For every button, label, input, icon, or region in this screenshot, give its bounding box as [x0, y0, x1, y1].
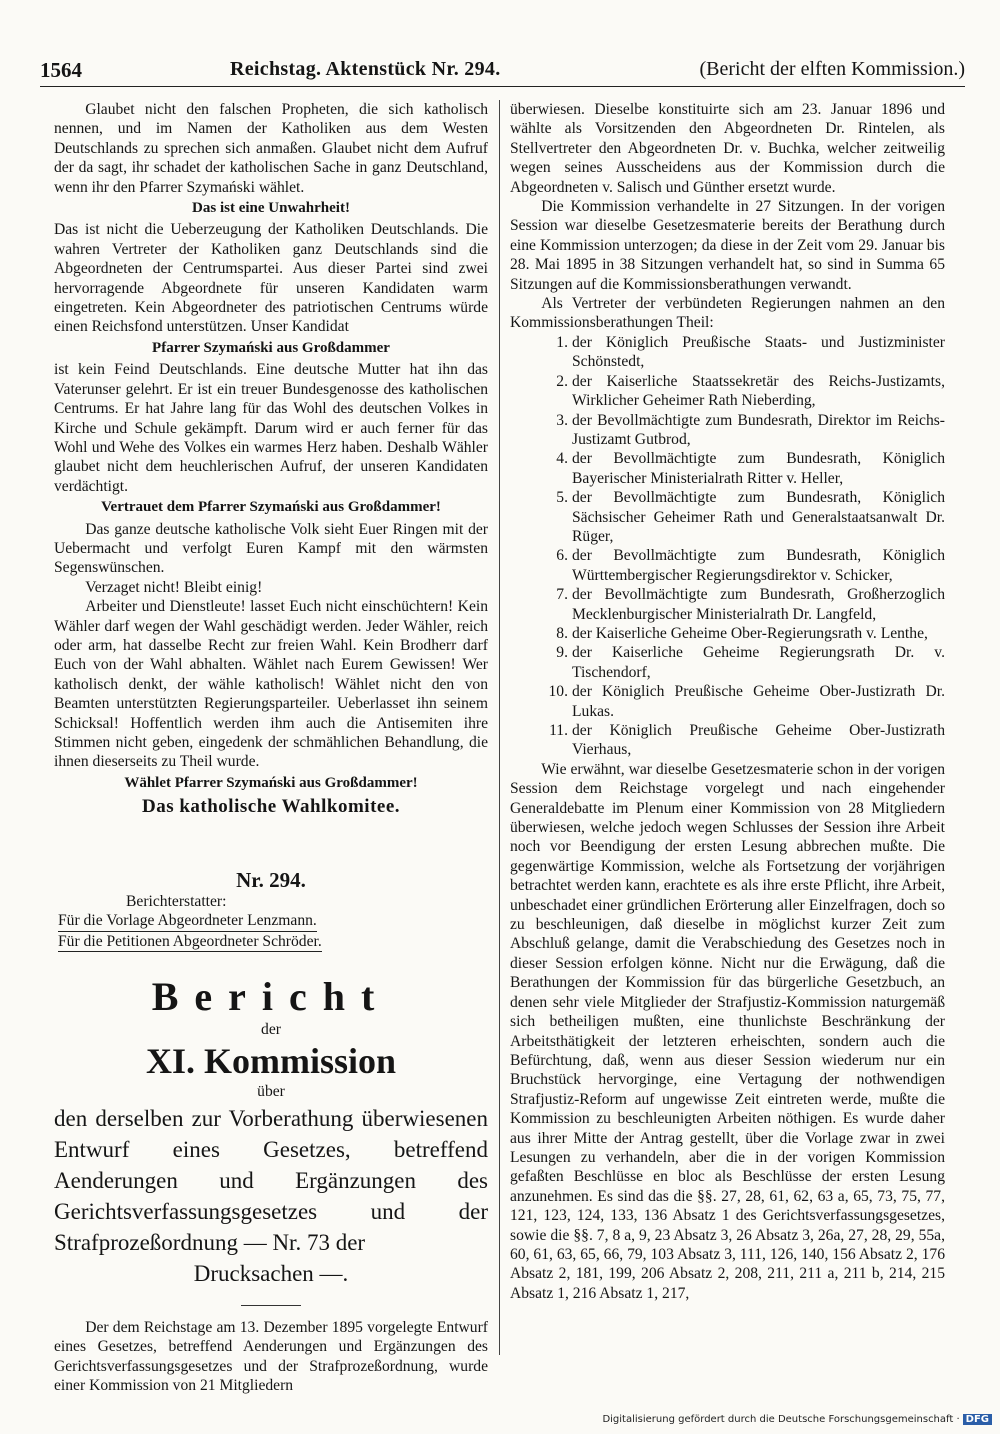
document-number: Nr. 294.	[236, 867, 306, 892]
government-representatives-list	[510, 333, 945, 760]
list-item: 4. der Bevollmächtigte zum Bundesrath, Königlich Bayerischer Ministerialrath Ritter v. Heller,	[556, 450, 945, 487]
paragraph: Das ist nicht die Ueberzeugung der Katholiken Deutschlands. Die wahren Vertreter der Katholiken ganz Deutschlands sind die Abgeordneten der Centrumspartei. Aus dieser Partei sind zwei hervorragende Abgeordnete für unseren Kandidaten warm eingetreten. Kein Abgeordneter des patriotischen Centrums würde einen Reichsfond unterstützen. Unser Kandidat	[54, 221, 488, 336]
paragraph: Der dem Reichstage am 13. Dezember 1895 vorgelegte Entwurf eines Gesetzes, betreffend Aenderungen und Ergänzungen des Gerichtsverfassungsgesetzes und der Strafprozeßordnung, wurde einer Kommission von 21 Mitgliedern	[54, 1319, 488, 1395]
signature-committee: Das katholische Wahlkomitee.	[141, 796, 401, 818]
section-heading: Das ist eine Unwahrheit!	[192, 200, 350, 217]
list-item: 8. der Kaiserliche Geheime Ober-Regierungsrath v. Lenthe,	[556, 624, 928, 642]
footer-text: Digitalisierung gefördert durch die Deutsche Forschungsgemeinschaft ·	[602, 1414, 960, 1425]
paragraph: Glaubet nicht den falschen Propheten, die sich katholisch nennen, und im Namen der Katholiken aus dem Westen Deutschlands zu sprechen sich anmaßen. Glaubet nicht dem Aufruf der da sagt, ihr schadet der katholischen Sache in ganz Deutschland, wenn ihr den Pfarrer Szymański wählet.	[54, 101, 488, 196]
digitization-footer	[602, 1414, 992, 1425]
paragraph: ist kein Feind Deutschlands. Eine deutsche Mutter hat ihn das Vaterunser gelehrt. Er ist ein treuer Bundesgenosse des katholischen Centrums. Er hat Jahre lang für das Wohl des deutschen Volkes in Kirche und Schule gekämpft. Darum wird er auch ferner für das Wohl und Wehe des Volkes ein warmes Herz haben. Deshalb Wähler glaubet nicht dem heuchlerischen Aufruf, der unseren Kandidaten verdächtigt.	[54, 361, 488, 495]
list-item: 9. der Kaiserliche Geheime Regierungsrath Dr. v. Tischendorf,	[556, 644, 945, 681]
paragraph: Das ganze deutsche katholische Volk sieht Euer Ringen mit der Uebermacht und verfolgt Euren Kampf mit den wärmsten Segenswünschen.	[54, 520, 488, 577]
list-item: 5. der Bevollmächtigte zum Bundesrath, Königlich Sächsischer Geheimer Rath und Generalstaatsanwalt Dr. Rüger,	[556, 489, 945, 545]
list-item: 6. der Bevollmächtigte zum Bundesrath, Königlich Württembergischer Regierungsdirektor v. Schicker,	[556, 547, 945, 584]
commission-title: XI. Kommission	[145, 1040, 397, 1081]
column-divider	[499, 100, 500, 1355]
dfg-logo: DFG	[963, 1414, 992, 1425]
running-title: Reichstag. Aktenstück Nr. 294.	[230, 58, 501, 80]
paragraph: Als Vertreter der verbündeten Regierungen nahmen an den Kommissionsberathungen Theil:	[510, 295, 945, 332]
list-item: 2. der Kaiserliche Staatssekretär des Reichs-Justizamts, Wirklicher Geheimer Rath Nieberding,	[556, 372, 945, 410]
paragraph: Die Kommission verhandelte in 27 Sitzungen. In der vorigen Session war dieselbe Gesetzesmaterie bereits der Berathung durch eine Kommission unterzogen; da diese in der Zeit vom 29. Januar bis 28. Mai 1895 in 38 Sitzungen verhandelt hat, so sind in Summa 65 Sitzungen auf die Kommissionsberathungen verwandt.	[510, 198, 945, 293]
page-number: 1564	[40, 58, 82, 82]
paragraph: überwiesen. Dieselbe konstituirte sich am 23. Januar 1896 und wählte als Vorsitzenden den Abgeordneten Dr. Rintelen, als Stellvertreter den Abgeordneten Dr. v. Buchka, welcher zeitweilig wegen seines Ausscheidens aus der Kommission durch die Abgeordneten v. Salisch und Günther ersetzt wurde.	[510, 101, 945, 196]
list-item: 11. der Königlich Preußische Geheime Ober-Justizrath Vierhaus,	[549, 722, 945, 759]
section-heading: Wählet Pfarrer Szymański aus Großdammer!	[124, 774, 418, 791]
separator-rule	[241, 1305, 301, 1306]
rapporteur-list	[54, 911, 488, 952]
section-heading: Vertrauet dem Pfarrer Szymański aus Großdammer!	[101, 499, 441, 516]
report-subject: den derselben zur Vorberathung überwiesenen Entwurf eines Gesetzes, betreffend Aenderungen und Ergänzungen des Gerichtsverfassungsgesetzes und der Strafprozeßordnung — Nr. 73 der	[54, 1106, 488, 1256]
rapporteur-label: Berichterstatter:	[126, 893, 227, 911]
list-item: 3. der Bevollmächtigte zum Bundesrath, Direktor im Reichs-Justizamt Gutbrod,	[556, 411, 945, 448]
section-heading: Pfarrer Szymański aus Großdammer	[152, 339, 390, 356]
list-item: 10. der Königlich Preußische Geheime Ober-Justizrath Dr. Lukas.	[548, 683, 945, 720]
paragraph: Arbeiter und Dienstleute! lasset Euch nicht einschüchtern! Kein Wähler darf wegen der Wahl geschädigt werden. Jeder Wähler, reich oder arm, hat dasselbe Recht zur freien Wahl. Kein Brodherr darf Euch von der Wahl abhalten. Wählet nach Eurem Gewissen! Wer katholisch denkt, der wähle katholisch! Wählet nicht den von Beamten unterstützten Regierungsparteiler. Ueberlasset ihn seinem Schicksal! Hoffentlich werden ihm auch die Antisemiten ihre Stimmen nicht geben, eingedenk der schmählichen Behandlung, die ihnen dieserseits zu Theil wurde.	[54, 598, 488, 771]
report-title-der: der	[261, 1021, 281, 1039]
running-subtitle: (Bericht der elften Kommission.)	[699, 58, 965, 80]
list-item: 7. der Bevollmächtigte zum Bundesrath, Großherzoglich Mecklenburgischer Ministerialrath Dr. Langfeld,	[556, 586, 945, 623]
rapporteur-vorlage: Für die Vorlage Abgeordneter Lenzmann.	[58, 911, 317, 931]
report-subject-end: Drucksachen —.	[193, 1261, 349, 1287]
report-title-ueber: über	[257, 1082, 285, 1100]
page-header	[40, 52, 965, 87]
report-title: Bericht	[151, 974, 391, 1020]
paragraph: Verzaget nicht! Bleibt einig!	[85, 578, 263, 596]
rapporteur-petitionen: Für die Petitionen Abgeordneter Schröder.	[58, 932, 322, 952]
left-column	[54, 100, 488, 1396]
list-item: 1. der Königlich Preußische Staats- und Justizminister Schönstedt,	[556, 333, 945, 371]
paragraph: Wie erwähnt, war dieselbe Gesetzesmaterie schon in der vorigen Session dem Reichstage vorgelegt und nach eingehender Generaldebatte im Plenum einer Kommission von 28 Mitgliedern überwiesen, welche jedoch wegen Schlusses der Session ihre Arbeit noch vor Beendigung der ersten Lesung abbrechen mußte. Die gegenwärtige Kommission, welche als Fortsetzung der vorjährigen betrachtet werden kann, erachtete es als ihre erste Pflicht, ihre Arbeit, unbeschadet einer gründlichen Erörterung aller Einzelfragen, doch so zu beschleunigen, daß dieselbe in möglichst kurzer Zeit zum Abschluß gelange, damit die Verabschiedung des Gesetzes noch in dieser Session erfolgen könne. Nicht nur die Erwägung, daß die Berathungen der Kommission für das bürgerliche Gesetzbuch, an denen sehr viele Mitglieder der Strafjustiz-Kommission naturgemäß sich betheiligen mußten, eine thunlichste Beschränkung der Arbeitsthätigkeit der letzteren erheischten, sondern auch die Befürchtung, daß, wenn aus dieser Session wiederum nur ein Bruchstück hervorginge, eine Vertagung der nothwendigen Strafjustiz-Reform auf ungewisse Zeit eintreten werde, mußte die Kommission zu beschleunigten Arbeiten nöthigen. Es wurde daher aus ihrer Mitte der Antrag gestellt, über die Vorlage zwar in zwei Lesungen zu verhandeln, aber die in der vorigen Kommission gefaßten Beschlüsse en bloc als Beschlüsse der ersten Lesung anzunehmen. Es sind das die §§. 27, 28, 61, 62, 63 a, 65, 73, 75, 77, 121, 123, 124, 133, 136 Absatz 1 des Gerichtsverfassungsgesetzes, sowie die §§. 7, 8 a, 9, 23 Absatz 3, 26 Absatz 3, 26a, 27, 28, 29, 55a, 60, 61, 63, 65, 66, 79, 103 Absatz 3, 111, 126, 140, 156 Absatz 2, 176 Absatz 2, 181, 199, 206 Absatz 2, 208, 211, 211 a, 211 b, 214, 215 Absatz 1, 216 Absatz 1, 217,	[510, 760, 945, 1302]
right-column	[510, 100, 945, 1303]
